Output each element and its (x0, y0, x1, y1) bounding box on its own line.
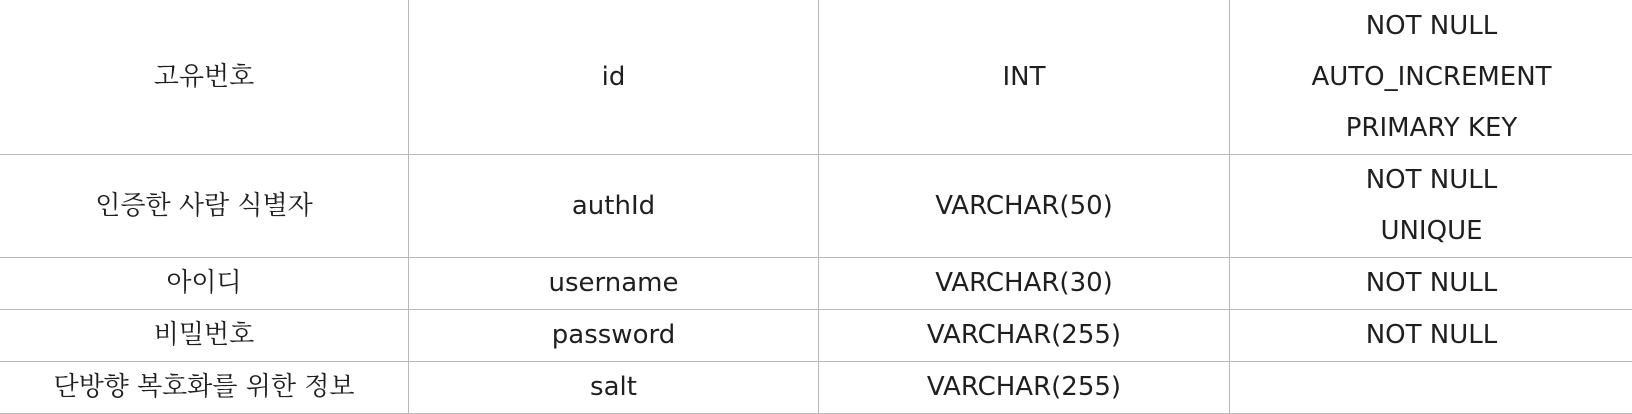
cell-data-type: VARCHAR(50) (819, 155, 1230, 258)
cell-column-name: salt (409, 362, 819, 414)
cell-data-type: VARCHAR(255) (819, 362, 1230, 414)
constraint-not-null: NOT NULL (1230, 1, 1632, 52)
table-row-salt (0, 362, 1632, 414)
cell-constraints (1230, 258, 1632, 310)
cell-description: 비밀번호 (0, 310, 409, 362)
constraint-auto-increment: AUTO_INCREMENT (1230, 52, 1632, 103)
constraint-not-null: NOT NULL (1230, 155, 1632, 206)
cell-column-name: username (409, 258, 819, 310)
cell-data-type: VARCHAR(255) (819, 310, 1230, 362)
cell-column-name: authId (409, 155, 819, 258)
cell-description: 고유번호 (0, 0, 409, 155)
cell-constraints (1230, 362, 1632, 414)
constraint-not-null: NOT NULL (1230, 310, 1632, 361)
table-row-id (0, 0, 1632, 155)
cell-constraints (1230, 0, 1632, 155)
constraint-unique: UNIQUE (1230, 206, 1632, 257)
cell-column-name: password (409, 310, 819, 362)
cell-description: 인증한 사람 식별자 (0, 155, 409, 258)
cell-description: 아이디 (0, 258, 409, 310)
table-row-password (0, 310, 1632, 362)
cell-data-type: INT (819, 0, 1230, 155)
table-row-username (0, 258, 1632, 310)
cell-constraints (1230, 155, 1632, 258)
cell-column-name: id (409, 0, 819, 155)
cell-data-type: VARCHAR(30) (819, 258, 1230, 310)
table-row-authid (0, 155, 1632, 258)
constraint-not-null: NOT NULL (1230, 258, 1632, 309)
cell-constraints (1230, 310, 1632, 362)
constraint-primary-key: PRIMARY KEY (1230, 103, 1632, 154)
cell-description: 단방향 복호화를 위한 정보 (0, 362, 409, 414)
